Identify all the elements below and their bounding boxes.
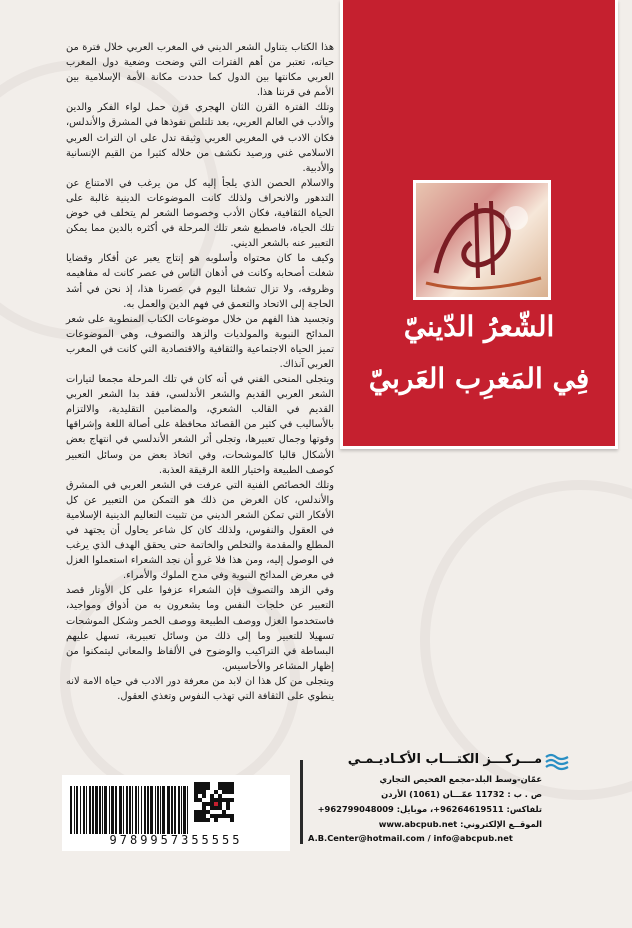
description-paragraph: وتلك الخصائص الفنية التي عرفت في الشعر العربي في المشرق والأندلس، كان الغرض من ذلك هو التمكن من التعبير عن كل الأفكار التي تمكن الشعر الديني من تثبيت التعاليم الدينية الإسلامية في العقول والنفوس، ولذلك كان كل شاعر يحاول أن يجتهد في المطلع والمقدمة والتخلص والخاتمة حتى يحقق الهدف الذي يرغب في الوصول إليه، ومن هذا فلا غرو أن نجد الشعراء استعملوا الغزل في معرض المدائح النبوية وفي مدح الملوك والأمراء. [66,479,334,582]
publisher-emails[interactable]: A.B.Center@hotmail.com / info@abcpub.net [308,833,513,843]
publisher-website[interactable]: الموقــع الإلكتروني: www.abcpub.net [378,819,542,829]
publisher-phones: تلفاكس: 96264619511+، موبايل: 962799048009+ [317,804,542,814]
qr-code-icon [194,782,234,822]
description-paragraph: والاسلام الحصن الذي يلجأ إليه كل من يرغب في الامتناع عن التدهور والانحراف ولذلك كانت الموضوعات الدينية غالبة على الحياة الثقافية، فكان الأدب وخصوصا الشعر لم يتخلف في خوض تلك الحياة، فاصطبغ شعر تلك المرحلة في أكثره بالدين مما يمكن التعبير عنه بالشعر الديني. [66,177,334,250]
description-paragraph: ويتجلى من كل هذا ان لابد من معرفة دور الادب في حياة الامة لانه ينطوي على الثقافة التي تهذب النفوس وتغذي العقول. [66,675,334,703]
calligraphy-artwork [413,180,551,300]
publisher-pobox: ص . ب : 11732 عمّـــان (1061) الأردن [381,789,542,799]
description-paragraph: وتلك الفترة القرن الثان الهجري قرن حمل لواء الفكر والدين والأدب في العالم العربي، بعد تلتلص نفوذها في المشرق والأندلس، فكان الادب في المغربي العربي وثيقة تدل على ان التراث العربي الاسلامي غني ورصيد نكشف من خلاله كثيرا من القيم الإنسانية والأدبية. [66,102,334,174]
description-paragraph: ويتجلى المنحى الفني في أنه كان في تلك المرحلة مجمعا لتيارات الشعر العربي القديم والشعر الأندلسي، فقد بدا الشعر العربي القديم في القالب الشعري، والمضامين التقليدية، والالتزام بالأساليب في كثير من القصائد محافظة على أصالة اللغة وإشراقها وقوتها وجمال تعبيرها، وتجلى أثر الشعر الأندلسي في انتهاج بعض الأشكال قالبا كالموشحات، وفي اتخاذ بعض من وسائل التعبير كوصف الطبيعة واختيار اللغة الرقيقة العذبة. [66,374,334,476]
barcode-area [62,775,290,851]
description-paragraph: وفي الزهد والتصوف فإن الشعراء عزفوا على كل الأوتار قصد التعبير عن خلجات النفس وما يشعرون به من أذواق ومواجيد، فاستخدموا الغزل ووصف الطبيعة ووصف الخمر وشكل الموشحات تسهيلا للتعبير وما إلى ذلك من وسائل تعبيرية، تسهل عليهم البساطة في التراكيب والوضوح في الألفاظ والمعاني ليتمكنوا من إظهار المشاعر والأحاسيس. [66,585,334,672]
isbn-barcode [70,785,282,835]
publisher-wave-icon [544,752,570,772]
description-paragraph: وتجسيد هذا الفهم من خلال موضوعات الكتاب المنطوية على شعر المدائح النبوية والمولديات والزهد والتصوف، وهي الموضوعات تميز الحياة الاجتماعية والثقافية والاقتصادية التي كانت في المغرب العربي آنذاك. [66,313,334,370]
book-title-line-2: فِي المَغرِب العَربيّ [368,362,590,395]
publisher-address: عمّان-وسط البلد-مجمع الفحيص التجاري [379,774,542,784]
publisher-info [300,752,546,844]
isbn-number: 9789957355555 [109,833,243,847]
publisher-name: مـــركـــز الكتـــاب الأكـاديـمـي [347,752,542,767]
book-description [66,40,334,704]
description-paragraph: هذا الكتاب يتناول الشعر الديني في المغرب العربي خلال فترة من حياته، تعتبر من أهم الفترات التي وضحت وضعية دول المغرب العربي مكانتها بين الدول كما حددت مكانة الأمة الإسلامية بين الأمم في قرننا هذا. [66,42,334,99]
book-title-line-1: الشّعرُ الدّينيّ [403,310,555,343]
description-paragraph: وكيف ما كان محتواه وأسلوبه هو إنتاج يعبر عن أفكار وقضايا شغلت أصحابه وكانت في أذهان الناس في عصر كانت له مفاهيمه وظروفه، ولا تزال تشغلنا اليوم في عصرنا هذا، إذ نحن في أشد الحاجة إلى الاتحاد والتعمق في فهم الدين والعمل به. [66,253,334,310]
cover-title-panel [340,0,618,449]
divider [300,760,303,844]
